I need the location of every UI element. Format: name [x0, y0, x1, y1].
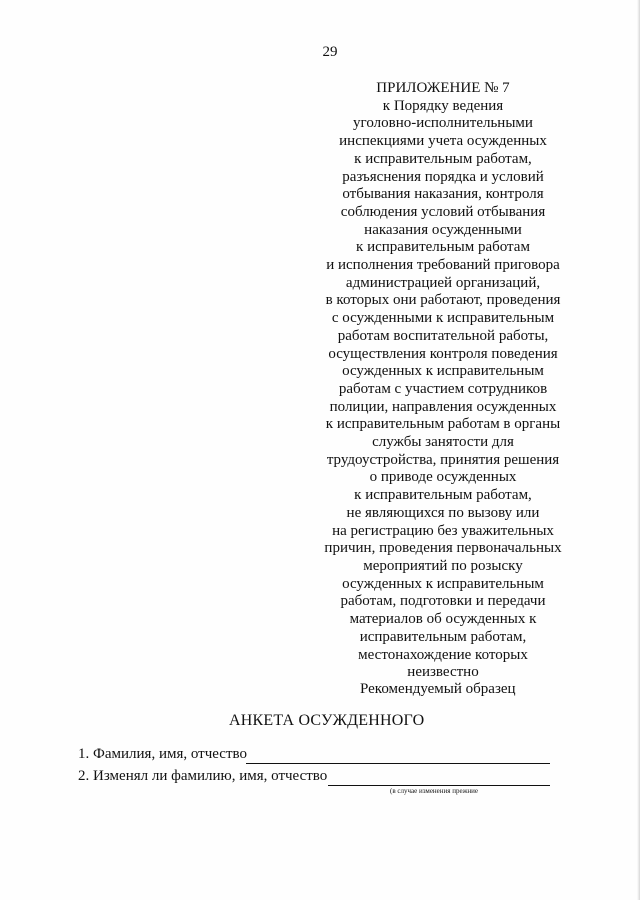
- appendix-title: ПРИЛОЖЕНИЕ № 7: [376, 80, 510, 96]
- appendix-line: осужденных к исправительным: [342, 363, 544, 380]
- field-name-changed-line[interactable]: [328, 785, 550, 786]
- appendix-line: материалов об осужденных к: [349, 611, 537, 628]
- appendix-line: к исправительным работам в органы: [325, 416, 561, 433]
- appendix-line: инспекциями учета осужденных: [339, 133, 547, 150]
- appendix-line: к исправительным работам,: [354, 150, 532, 167]
- appendix-line: и исполнения требований приговора: [326, 257, 560, 274]
- field-name-changed-hint: (в случае изменения прежние: [390, 787, 479, 795]
- form-title: АНКЕТА ОСУЖДЕННОГО: [229, 712, 425, 729]
- appendix-line: с осужденными к исправительным: [331, 310, 555, 327]
- appendix-line: не являющихся по вызову или: [346, 504, 540, 521]
- appendix-line: осуществления контроля поведения: [328, 345, 558, 362]
- appendix-line: работам воспитательной работы,: [337, 327, 549, 344]
- appendix-line: полиции, направления осужденных: [329, 398, 557, 415]
- field-full-name: [78, 746, 247, 763]
- appendix-line: администрацией организаций,: [345, 274, 541, 291]
- field-name-changed-label: 2. Изменял ли фамилию, имя, отчество: [78, 768, 328, 784]
- appendix-line: трудоустройства, принятия решения: [326, 451, 560, 468]
- appendix-line: уголовно-исполнительными: [353, 115, 533, 132]
- field-name-changed: [78, 768, 327, 785]
- appendix-line: работам, подготовки и передачи: [340, 593, 546, 610]
- field-full-name-label: 1. Фамилия, имя, отчество: [78, 746, 247, 762]
- sample-label: Рекомендуемый образец: [360, 681, 516, 697]
- appendix-line: к исправительным работам,: [354, 487, 532, 504]
- appendix-block: [300, 80, 586, 682]
- appendix-line: на регистрацию без уважительных: [332, 522, 554, 539]
- appendix-line: наказания осужденными: [364, 221, 522, 238]
- appendix-line: причин, проведения первоначальных: [324, 540, 562, 557]
- appendix-line: соблюдения условий отбывания: [340, 203, 546, 220]
- appendix-line: о приводе осужденных: [369, 469, 517, 486]
- appendix-line: исправительным работам,: [359, 628, 527, 645]
- field-full-name-line[interactable]: [246, 763, 550, 764]
- appendix-line: мероприятий по розыску: [363, 557, 523, 574]
- appendix-line: к исправительным работам: [356, 239, 530, 256]
- appendix-line: местонахождение которых: [358, 646, 528, 663]
- appendix-line: осужденных к исправительным: [342, 575, 544, 592]
- appendix-line: разъяснения порядка и условий: [342, 168, 544, 185]
- appendix-line: к Порядку ведения: [382, 97, 504, 114]
- appendix-line: в которых они работают, проведения: [325, 292, 561, 309]
- appendix-line: службы занятости для: [372, 434, 514, 451]
- appendix-line: работам с участием сотрудников: [338, 380, 548, 397]
- page-number: 29: [322, 44, 338, 60]
- appendix-line: неизвестно: [407, 664, 479, 681]
- appendix-line: отбывания наказания, контроля: [342, 186, 544, 203]
